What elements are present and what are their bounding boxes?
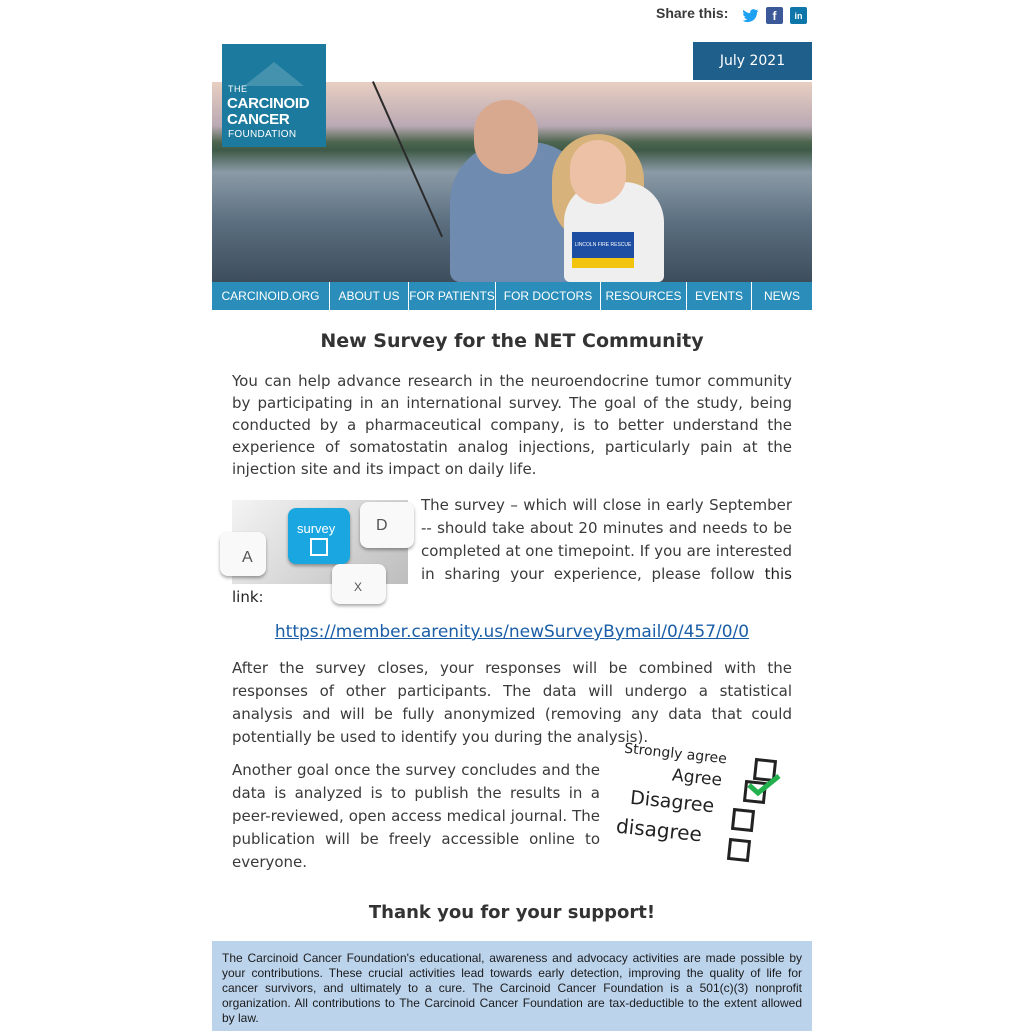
paragraph-anonymity: After the survey closes, your responses will be combined with the responses of other participants. The data will undergo a statistical analysis and will be fully anonymized (removing any data that could potentially be used to identify you during the analysis). <box>232 659 792 746</box>
logo-line-4: FOUNDATION <box>228 129 297 140</box>
twitter-icon[interactable] <box>742 7 759 24</box>
share-bar <box>656 3 816 25</box>
green-check-icon <box>746 773 782 797</box>
share-label: Share this: <box>656 5 729 21</box>
survey-key <box>288 508 350 564</box>
key-a-letter: A <box>242 549 253 566</box>
survey-details-text: The survey – which will close in early September -- should take about 20 minutes and needs to be completed at one timepoint. If you are interested in sharing your experience, please follow <box>421 496 792 583</box>
paragraph-intro: You can help advance research in the neuroendocrine tumor community by participating in an international survey. The goal of the study, being conducted by a pharmaceutical company, is to better understand the experience of somatostatin analog injections, particularly pain at the injection site and its impact on daily life. <box>232 372 792 478</box>
facebook-icon[interactable] <box>766 7 783 24</box>
checkbox-empty-icon-3 <box>727 838 751 862</box>
survey-link-row <box>232 622 792 642</box>
issue-date: July 2021 <box>693 42 812 80</box>
logo-chevron-icon <box>244 62 304 86</box>
nav-events[interactable]: EVENTS <box>687 282 752 310</box>
survey-details-suffix: : <box>258 588 264 606</box>
key-a <box>220 532 266 576</box>
paragraph-publication <box>232 740 792 874</box>
linkedin-glyph: in <box>794 11 803 21</box>
logo-line-2: CARCINOID <box>227 95 310 112</box>
strongly-agree-label: Strongly agree <box>623 740 728 768</box>
nav-about-us[interactable]: ABOUT US <box>330 282 409 310</box>
nav-resources[interactable]: RESOURCES <box>601 282 687 310</box>
logo-line-1: THE <box>228 84 248 94</box>
logo-line-3: CANCER <box>227 111 290 128</box>
key-x-letter: X <box>354 580 363 594</box>
linkedin-icon[interactable] <box>790 7 807 24</box>
shirt-logo <box>572 232 634 268</box>
grandfather-head <box>474 100 538 174</box>
footer <box>212 941 812 1031</box>
foundation-logo[interactable] <box>222 44 326 147</box>
nav-for-doctors[interactable]: FOR DOCTORS <box>496 282 601 310</box>
this-link[interactable]: this link <box>232 565 792 606</box>
main-nav <box>212 282 812 310</box>
shirt-text: LINCOLN FIRE RESCUE <box>574 242 632 248</box>
checkbox-empty-icon-2 <box>731 808 755 832</box>
footer-text: The Carcinoid Cancer Foundation's educational, awareness and advocacy activities are made possible by your contributions. These crucial activities lead towards early detection, improving the quality of life for cancer survivors, and ultimately to a cure. The Carcinoid Cancer Foundation is a 501(c)(3) nonprofit organization. All contributions to The Carcinoid Cancer Foundation are tax-deductible to the extent allowed by law. <box>222 951 802 1025</box>
key-x <box>332 564 386 604</box>
checkbox-icon <box>310 538 328 556</box>
survey-keyboard-image <box>232 500 408 594</box>
header <box>212 42 812 310</box>
agree-scale-image <box>615 740 792 847</box>
thank-you-heading: Thank you for your support! <box>368 902 656 923</box>
survey-key-label: survey <box>297 521 336 536</box>
publication-text: Another goal once the survey concludes and the data is analyzed is to publish the results in a peer-reviewed, open access medical journal. The publication will be freely accessible online to everyone. <box>232 761 600 871</box>
nav-news[interactable]: NEWS <box>764 289 800 303</box>
paragraph-survey-details <box>232 494 792 609</box>
fishing-rod <box>372 81 443 237</box>
agree-label: Agree <box>671 765 723 791</box>
key-d-letter: D <box>376 517 388 534</box>
key-d <box>360 502 414 548</box>
article-title: New Survey for the NET Community <box>320 330 704 352</box>
survey-link[interactable]: https://member.carenity.us/newSurveyBymail/0/457/0/0 <box>274 622 750 642</box>
girl-head <box>570 140 626 204</box>
facebook-glyph: f <box>772 9 777 23</box>
strongly-disagree-label: disagree <box>615 813 704 847</box>
nav-for-patients[interactable]: FOR PATIENTS <box>409 282 496 310</box>
nav-carcinoid-org[interactable]: CARCINOID.ORG <box>212 282 330 310</box>
disagree-label: Disagree <box>629 786 716 818</box>
